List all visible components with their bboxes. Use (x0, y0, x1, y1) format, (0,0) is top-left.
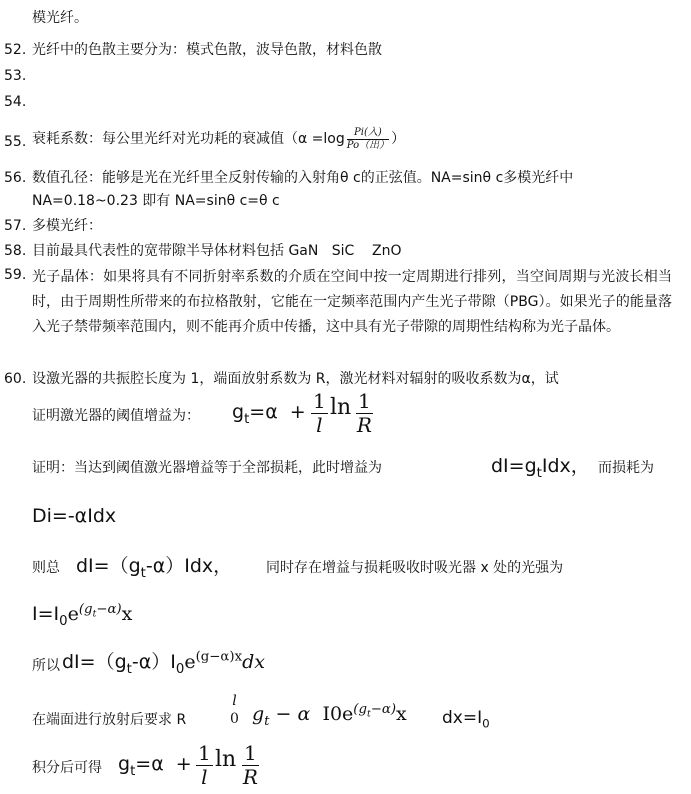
endface-line: 在端面进行放射后要求 R l 0 $g_t - \alpha$ $I0e^{(g_t-\alpha)}x$ $dx=I_0$ (32, 693, 490, 731)
result-line: 积分后可得 $g_t=\alpha$ + $\frac{1}{l}$ ln $\frac{1}{R}$ (32, 741, 258, 789)
log-fraction: $\frac{\text{Pi(入)}}{\text{Po（出）}}$ (346, 127, 390, 151)
so-line: 所以 $dI=(g_t-\alpha)I_0e^{(g-\alpha)x}dx$ (32, 649, 265, 677)
fraction-one-over-r: $\frac{1}{R}$ (356, 389, 372, 437)
integral-limits: l 0 (230, 693, 239, 727)
fraction-one-over-l: $\frac{1}{l}$ (313, 389, 326, 437)
formula-gt: $g_t=\alpha$ + (232, 401, 306, 427)
intensity-expression: $I=I_0e^{(g_t-\alpha)}x$ (32, 601, 133, 629)
list-item: 55. 衰耗系数：每公里光纤对光功耗的衰减值（α =log $\frac{\text{Pi(入)}}{\text{Po（出）}}$ ） (4, 127, 406, 151)
prove-statement: 证明激光器的阈值增益为： $g_t=\alpha$ + $\frac{1}{l}$ ln $\frac{1}{R}$ (32, 389, 372, 437)
